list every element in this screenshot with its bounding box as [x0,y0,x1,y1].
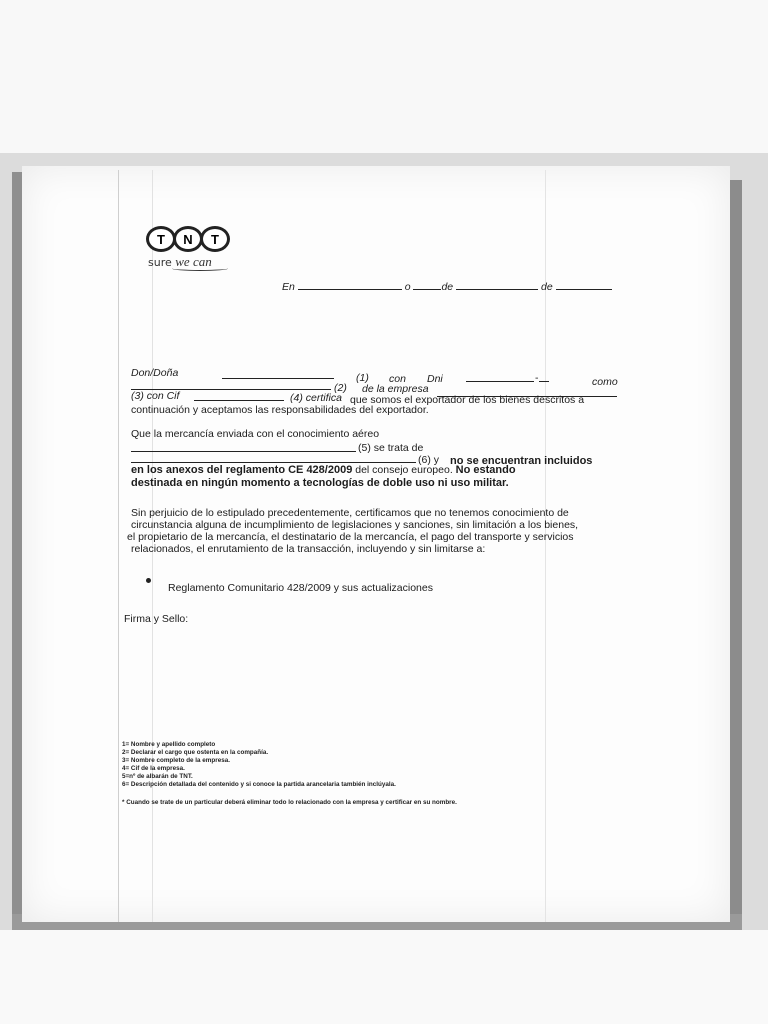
en-label: En [282,281,295,293]
dni-letter-blank [539,372,549,382]
annex-line [131,464,516,476]
place-date-line [282,280,612,293]
footnote: 3= Nombre completo de la empresa. [122,757,230,764]
month-blank [456,280,538,290]
footnote-ref-4-certifica: (4) certifica [290,392,342,404]
scan-top-background [0,0,768,153]
de-label: de [441,281,454,293]
dni-dash: - [535,372,539,384]
fold-line [118,170,119,922]
private-person-note: * Cuando se trate de un particular deberá eliminar todo lo relacionado con la empresa y certificar en su nombre. [122,799,457,806]
con-label: con [389,373,406,385]
footnote-ref-3-cif: (3) con Cif [131,390,180,402]
paragraph-line: Sin perjuicio de lo estipulado precedentemente, certificamos que no tenemos conocimiento de [131,507,569,519]
dual-use-statement: destinada en ningún momento a tecnologías de doble uso ni uso militar. [131,477,509,489]
footnote-ref-1: (1) [356,372,369,384]
tnt-logo [146,226,227,252]
logo-letter: N [173,226,203,252]
footnote: 2= Declarar el cargo que ostenta en la compañía. [122,749,269,756]
responsibility-statement: continuación y aceptamos las responsabilidades del exportador. [131,404,429,416]
dni-label: Dni [427,373,443,385]
year-blank [556,280,612,290]
not-included-text: no se encuentran incluidos [450,455,593,467]
name-blank [222,369,334,379]
logo-letter: T [200,226,230,252]
tagline-we-can: we can [175,254,212,269]
paragraph-line: relacionados, el enrutamiento de la transacción, incluyendo y sin limitarse a: [131,543,486,555]
de-label: de [540,281,553,293]
bullet-icon [146,578,151,583]
tagline-swoosh [172,266,228,271]
regulation-bullet-item: Reglamento Comunitario 428/2009 y sus actualizaciones [168,582,433,594]
footnote-ref-5: (5) se trata de [358,442,424,454]
como-label: como [592,376,618,388]
footnote: 5=nº de albarán de TNT. [122,773,193,780]
footnote-ref-6: (6) y [418,454,439,466]
city-blank [298,280,402,290]
annex-bold: en los anexos del reglamento CE 428/2009 [131,464,353,476]
footnote: 4= Cif de la empresa. [122,765,185,772]
exporter-statement: que somos el exportador de los bienes descritos a [350,394,585,406]
de-la-empresa-label: de la empresa [362,383,429,395]
position-blank [131,380,331,390]
merchandise-intro: Que la mercancía enviada con el conocimiento aéreo [131,428,380,440]
o-label: o [404,281,411,293]
logo-letter: T [146,226,176,252]
scan-bottom-background [0,930,768,1024]
paragraph-line: circunstancia alguna de incumplimiento de legislaciones y sanciones, sin limitación a los bienes, [131,519,579,531]
annex-rest: del consejo europeo. [355,464,453,476]
paragraph-line: el propietario de la mercancía, el destinatario de la mercancía, el pago del transporte y servicios [127,531,574,543]
cif-blank [194,391,284,401]
dni-blank [466,372,534,382]
waybill-blank [131,442,356,452]
no-estando-text: No estando [455,464,516,476]
don-dona-label: Don/Doña [131,367,179,379]
signature-label: Firma y Sello: [124,613,189,625]
footnote-ref-2: (2) [334,382,347,394]
footnote: 1= Nombre y apellido completo [122,741,216,748]
footnote: 6= Descripción detallada del contenido y si conoce la partida arancelaria también inclúyala. [122,781,396,788]
day-blank [413,280,441,290]
description-blank [131,453,416,463]
tagline-sure: sure [148,256,172,269]
